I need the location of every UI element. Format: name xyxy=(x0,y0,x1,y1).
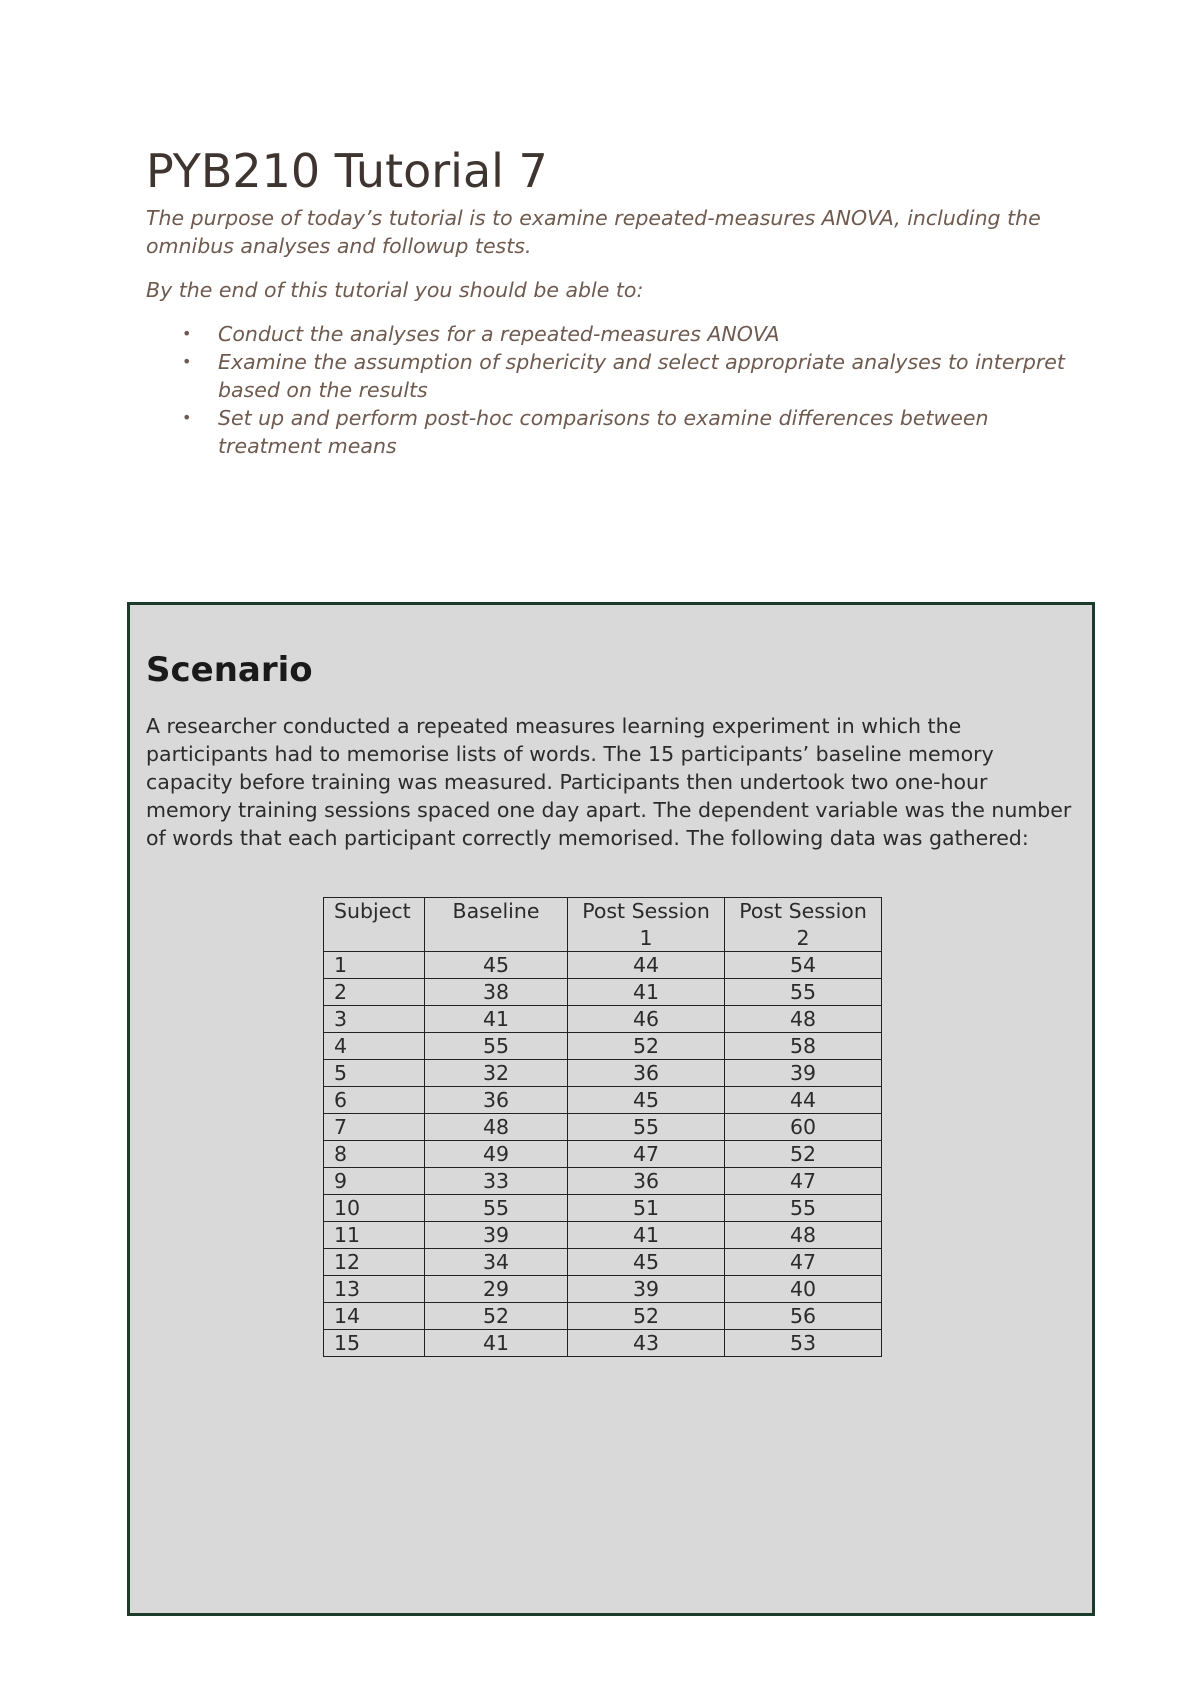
cell-post-session-2: 55 xyxy=(725,1195,882,1222)
cell-baseline: 49 xyxy=(425,1141,568,1168)
bullet-icon: • xyxy=(182,408,192,427)
objective-item xyxy=(146,348,1066,404)
objectives-list xyxy=(146,320,1066,460)
cell-baseline: 33 xyxy=(425,1168,568,1195)
header-post-session-2: Post Session 2 xyxy=(725,898,882,952)
header-post-session-1: Post Session 1 xyxy=(568,898,725,952)
cell-subject: 8 xyxy=(324,1141,425,1168)
cell-subject: 6 xyxy=(324,1087,425,1114)
table-row xyxy=(324,1330,882,1357)
scenario-heading: Scenario xyxy=(146,650,313,690)
cell-subject: 2 xyxy=(324,979,425,1006)
header-subject: Subject xyxy=(324,898,425,952)
bullet-icon: • xyxy=(182,352,192,371)
objective-item xyxy=(146,404,1066,460)
cell-post-session-1: 43 xyxy=(568,1330,725,1357)
cell-post-session-1: 41 xyxy=(568,1222,725,1249)
purpose-text: The purpose of today’s tutorial is to examine repeated-measures ANOVA, including the omnibus analyses and followup tests. xyxy=(146,206,1041,258)
table-row xyxy=(324,1195,882,1222)
page-title: PYB210 Tutorial 7 xyxy=(146,144,548,198)
cell-post-session-1: 47 xyxy=(568,1141,725,1168)
cell-subject: 12 xyxy=(324,1249,425,1276)
table-row xyxy=(324,1141,882,1168)
table-row xyxy=(324,952,882,979)
table-row xyxy=(324,1276,882,1303)
table-row xyxy=(324,1087,882,1114)
cell-post-session-2: 53 xyxy=(725,1330,882,1357)
cell-subject: 7 xyxy=(324,1114,425,1141)
table-row xyxy=(324,1168,882,1195)
cell-post-session-1: 36 xyxy=(568,1060,725,1087)
cell-post-session-2: 55 xyxy=(725,979,882,1006)
table-header-row xyxy=(324,898,882,952)
cell-post-session-2: 47 xyxy=(725,1249,882,1276)
objective-text: Conduct the analyses for a repeated-measures ANOVA xyxy=(218,322,780,346)
cell-subject: 15 xyxy=(324,1330,425,1357)
cell-baseline: 48 xyxy=(425,1114,568,1141)
scenario-box xyxy=(127,602,1095,1616)
cell-post-session-1: 51 xyxy=(568,1195,725,1222)
cell-baseline: 32 xyxy=(425,1060,568,1087)
cell-post-session-1: 41 xyxy=(568,979,725,1006)
table-row xyxy=(324,1060,882,1087)
cell-baseline: 41 xyxy=(425,1006,568,1033)
bullet-icon: • xyxy=(182,324,192,343)
cell-subject: 3 xyxy=(324,1006,425,1033)
cell-subject: 10 xyxy=(324,1195,425,1222)
cell-post-session-1: 36 xyxy=(568,1168,725,1195)
table-row xyxy=(324,1249,882,1276)
cell-baseline: 52 xyxy=(425,1303,568,1330)
cell-post-session-1: 46 xyxy=(568,1006,725,1033)
cell-subject: 11 xyxy=(324,1222,425,1249)
cell-post-session-1: 39 xyxy=(568,1276,725,1303)
cell-post-session-2: 48 xyxy=(725,1006,882,1033)
cell-post-session-1: 45 xyxy=(568,1087,725,1114)
cell-subject: 1 xyxy=(324,952,425,979)
table-body xyxy=(324,952,882,1357)
cell-subject: 9 xyxy=(324,1168,425,1195)
cell-post-session-2: 60 xyxy=(725,1114,882,1141)
cell-baseline: 41 xyxy=(425,1330,568,1357)
cell-post-session-1: 52 xyxy=(568,1033,725,1060)
cell-post-session-2: 56 xyxy=(725,1303,882,1330)
cell-baseline: 55 xyxy=(425,1195,568,1222)
cell-post-session-2: 39 xyxy=(725,1060,882,1087)
scenario-text: A researcher conducted a repeated measures learning experiment in which the participants had to memorise lists of words. The 15 participants’ baseline memory capacity before training was measured. Participants then undertook two one-hour memory training sessions spaced one day apart. The dependent variable was the number of words that each participant correctly memorised. The following data was gathered: xyxy=(146,714,1072,850)
cell-post-session-2: 44 xyxy=(725,1087,882,1114)
cell-post-session-1: 55 xyxy=(568,1114,725,1141)
cell-subject: 4 xyxy=(324,1033,425,1060)
cell-post-session-2: 47 xyxy=(725,1168,882,1195)
cell-baseline: 34 xyxy=(425,1249,568,1276)
objective-item xyxy=(146,320,1066,348)
table-row xyxy=(324,1033,882,1060)
cell-baseline: 36 xyxy=(425,1087,568,1114)
cell-baseline: 38 xyxy=(425,979,568,1006)
objective-text: Examine the assumption of sphericity and select appropriate analyses to interpret based on the results xyxy=(218,350,1065,402)
cell-post-session-2: 52 xyxy=(725,1141,882,1168)
objective-text: Set up and perform post-hoc comparisons to examine differences between treatment means xyxy=(218,406,989,458)
cell-post-session-2: 40 xyxy=(725,1276,882,1303)
data-table xyxy=(323,897,882,1357)
table-row xyxy=(324,1006,882,1033)
objectives-intro: By the end of this tutorial you should be able to: xyxy=(146,278,644,302)
cell-post-session-1: 52 xyxy=(568,1303,725,1330)
cell-post-session-2: 58 xyxy=(725,1033,882,1060)
cell-subject: 13 xyxy=(324,1276,425,1303)
table-row xyxy=(324,979,882,1006)
cell-baseline: 29 xyxy=(425,1276,568,1303)
cell-subject: 5 xyxy=(324,1060,425,1087)
cell-subject: 14 xyxy=(324,1303,425,1330)
table-row xyxy=(324,1222,882,1249)
cell-baseline: 45 xyxy=(425,952,568,979)
cell-post-session-2: 54 xyxy=(725,952,882,979)
cell-post-session-1: 45 xyxy=(568,1249,725,1276)
cell-baseline: 39 xyxy=(425,1222,568,1249)
table-row xyxy=(324,1114,882,1141)
cell-post-session-2: 48 xyxy=(725,1222,882,1249)
table-row xyxy=(324,1303,882,1330)
cell-baseline: 55 xyxy=(425,1033,568,1060)
header-baseline: Baseline xyxy=(425,898,568,952)
cell-post-session-1: 44 xyxy=(568,952,725,979)
intro-block xyxy=(146,204,1066,460)
